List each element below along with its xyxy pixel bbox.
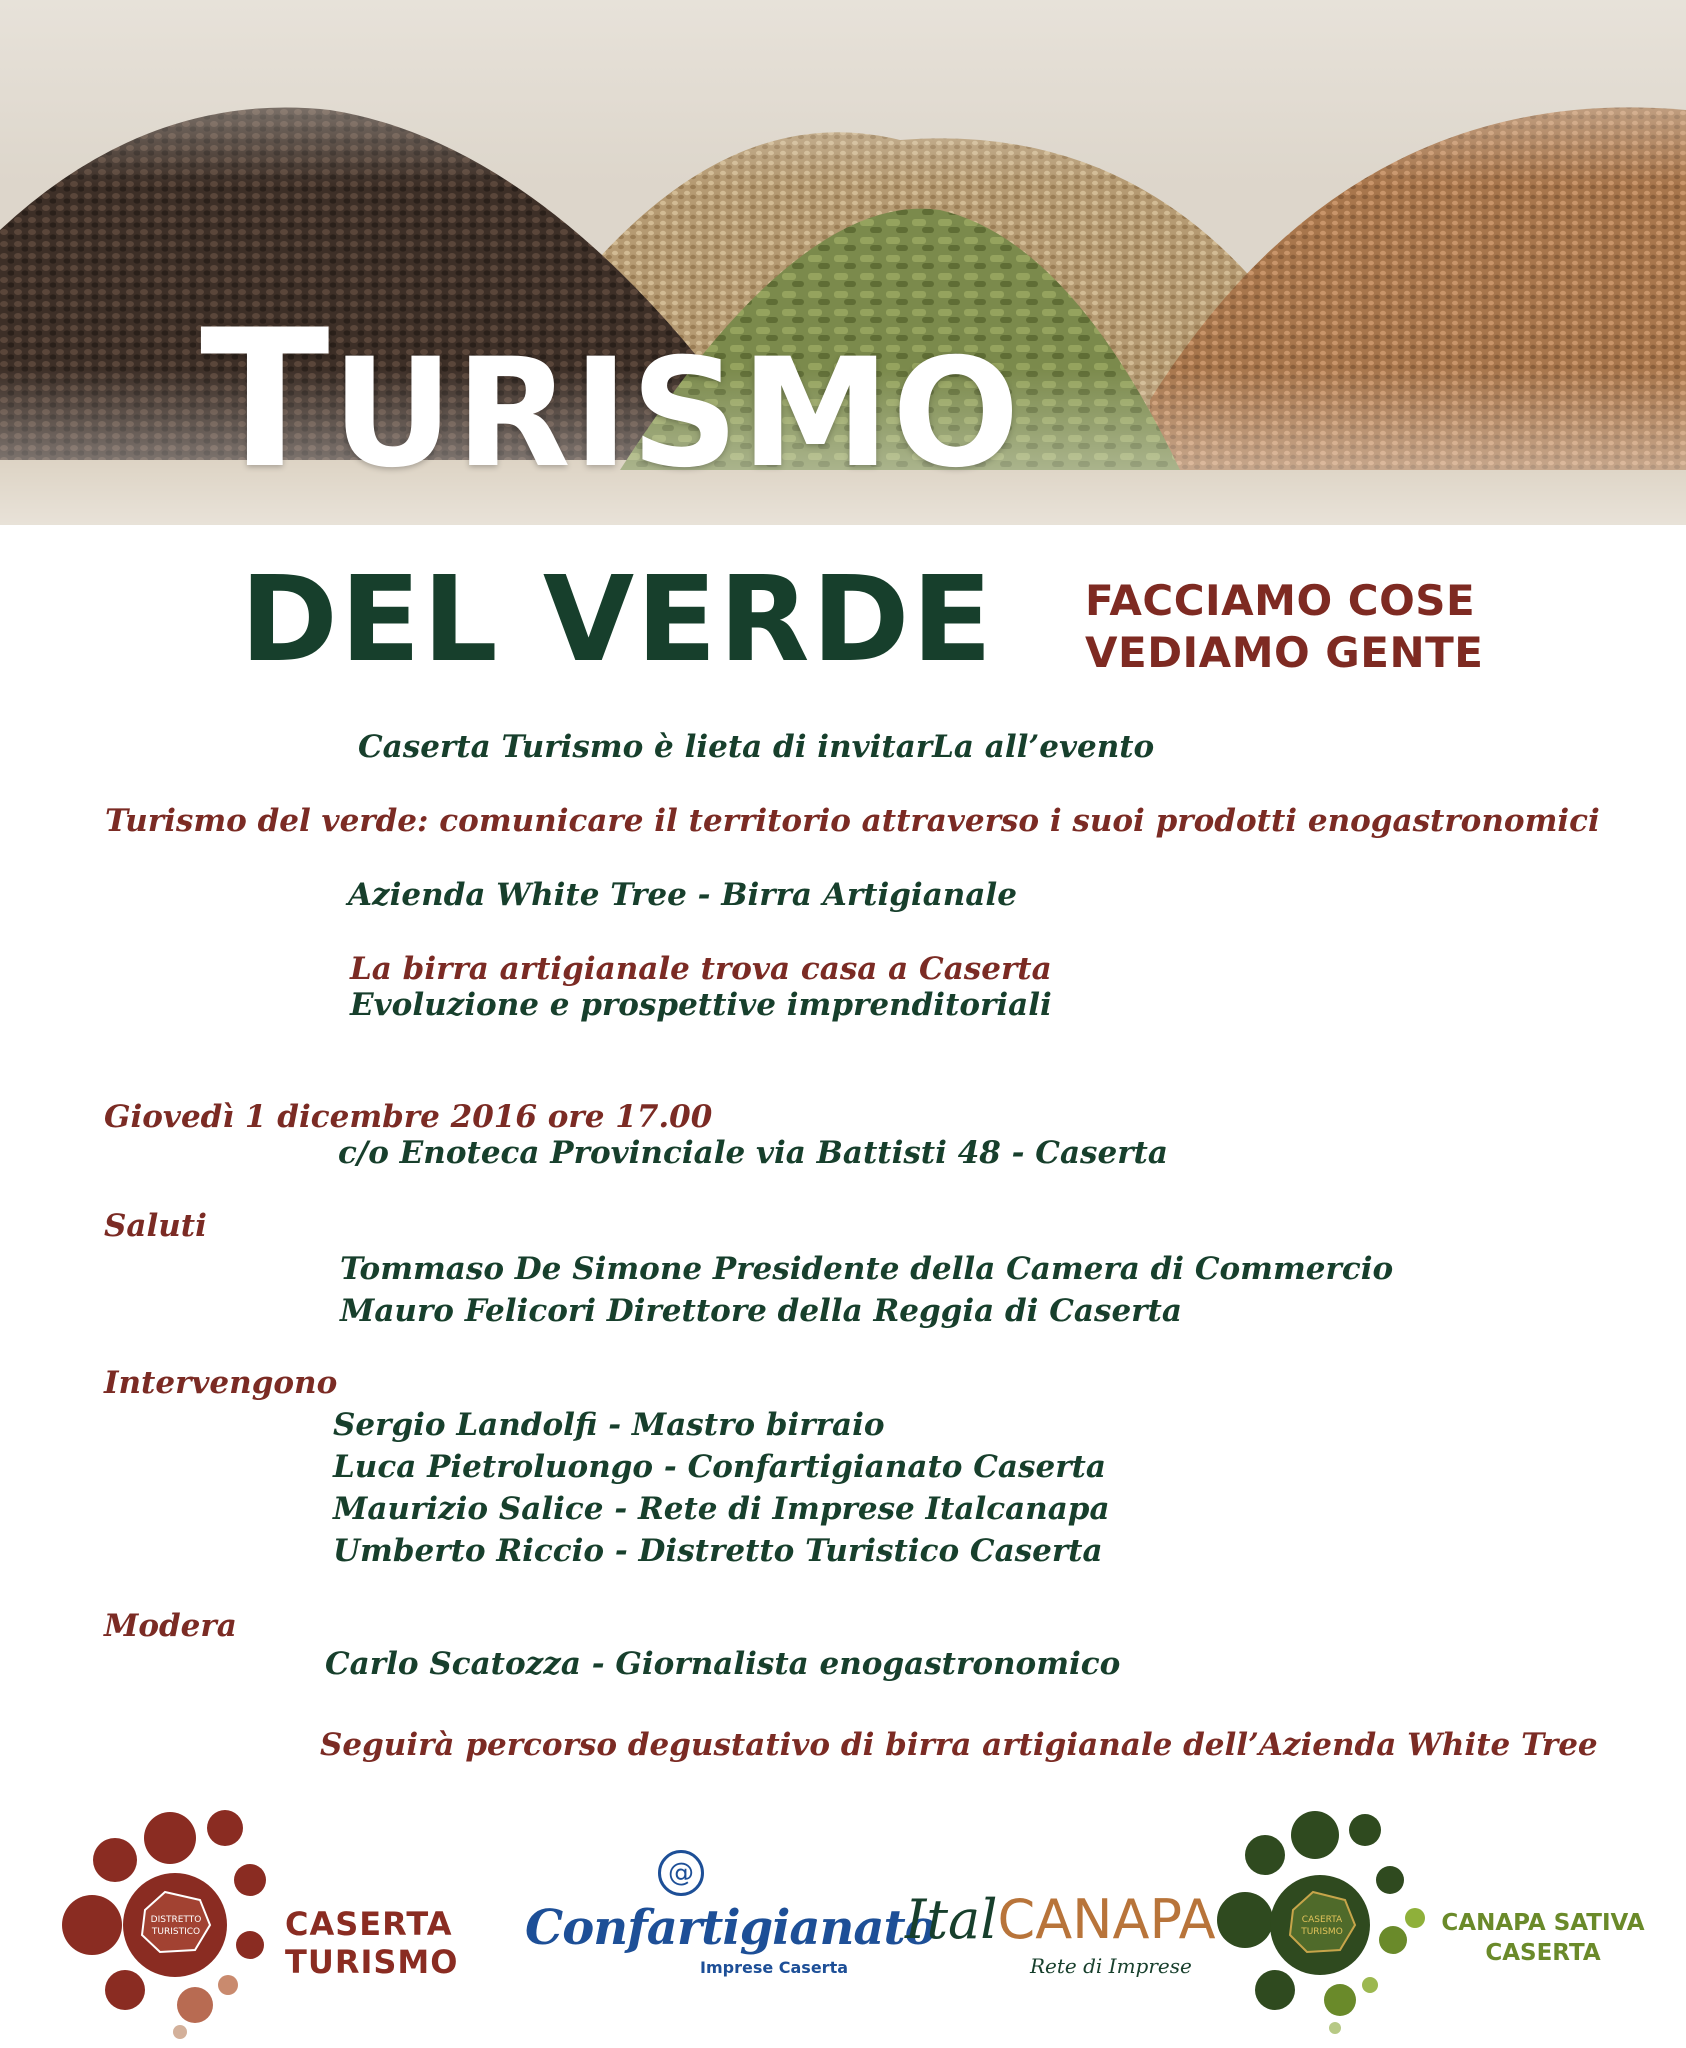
canapa-badge-line-1: CASERTA (1301, 1915, 1343, 1925)
speaker-item: Luca Pietroluongo - Confartigianato Caserta (333, 1449, 1106, 1485)
speaker-item: Maurizio Salice - Rete di Imprese Italcanapa (333, 1491, 1110, 1527)
greeting-item: Mauro Felicori Direttore della Reggia di Caserta (340, 1293, 1182, 1329)
italcanapa-sub: Rete di Imprese (1030, 1954, 1192, 1978)
caserta-turismo-logo (60, 1800, 490, 2048)
main-title (200, 289, 1022, 510)
caserta-badge-line-2: TURISTICO (151, 1927, 201, 1937)
speaker-item: Umberto Riccio - Distretto Turistico Caserta (333, 1533, 1103, 1569)
closing-text: Seguirà percorso degustativo di birra artigianale dell’Azienda White Tree (320, 1727, 1598, 1763)
caserta-badge-line-1: DISTRETTO (150, 1915, 202, 1925)
greetings-label: Saluti (104, 1208, 207, 1244)
greeting-item: Tommaso De Simone Presidente della Camera di Commercio (340, 1251, 1394, 1287)
confartigianato-logo (520, 1850, 936, 2010)
caserta-turismo-line-2: TURISMO (285, 1943, 459, 1981)
italcanapa-name (905, 1890, 1216, 1950)
italcanapa-part-1: Ital (905, 1888, 998, 1951)
confartigianato-name: Confartigianato (525, 1900, 936, 1956)
canapa-badge-line-2: TURISMO (1301, 1927, 1343, 1937)
sponsor-logos (0, 1800, 1686, 2048)
canapa-sativa-name (1433, 1908, 1653, 1968)
caserta-turismo-name (285, 1905, 458, 1981)
italcanapa-logo (905, 1888, 1216, 2010)
invite-text: Caserta Turismo è lieta di invitarLa all’evento (358, 729, 1155, 765)
title-first-letter: T (200, 289, 332, 510)
canapa-sativa-line-1: CANAPA SATIVA (1441, 1910, 1645, 1936)
title-rest: URISMO (331, 327, 1022, 501)
caserta-turismo-line-1: CASERTA (285, 1905, 453, 1943)
subtitle-del-verde: DEL VERDE (240, 550, 995, 688)
moderator-label: Modera (104, 1608, 237, 1644)
red-dots-icon (60, 1800, 290, 2040)
confartigianato-sub: Imprese Caserta (700, 1958, 849, 1977)
event-date: Giovedì 1 dicembre 2016 ore 17.00 (104, 1099, 713, 1135)
tagline (1085, 575, 1483, 679)
speakers-label: Intervengono (104, 1365, 338, 1401)
tagline-line-2: VEDIAMO GENTE (1085, 628, 1484, 677)
event-venue: c/o Enoteca Provinciale via Battisti 48 - Caserta (338, 1135, 1168, 1171)
moderator-name: Carlo Scatozza - Giornalista enogastronomico (325, 1646, 1121, 1682)
company-line: Azienda White Tree - Birra Artigianale (348, 877, 1017, 913)
at-symbol-icon: @ (658, 1850, 704, 1896)
subtitle-line-1: La birra artigianale trova casa a Caserta (350, 951, 1052, 987)
canapa-sativa-logo (1215, 1800, 1675, 2048)
canapa-sativa-line-2: CASERTA (1485, 1940, 1601, 1966)
event-title: Turismo del verde: comunicare il territorio attraverso i suoi prodotti enogastronomici (105, 803, 1600, 839)
green-dots-icon (1215, 1800, 1425, 2040)
speaker-item: Sergio Landolfi - Mastro birraio (333, 1407, 885, 1443)
tagline-line-1: FACCIAMO COSE (1085, 576, 1476, 625)
italcanapa-part-2: CANAPA (997, 1888, 1216, 1951)
subtitle-line-2: Evoluzione e prospettive imprenditoriali (350, 987, 1052, 1023)
